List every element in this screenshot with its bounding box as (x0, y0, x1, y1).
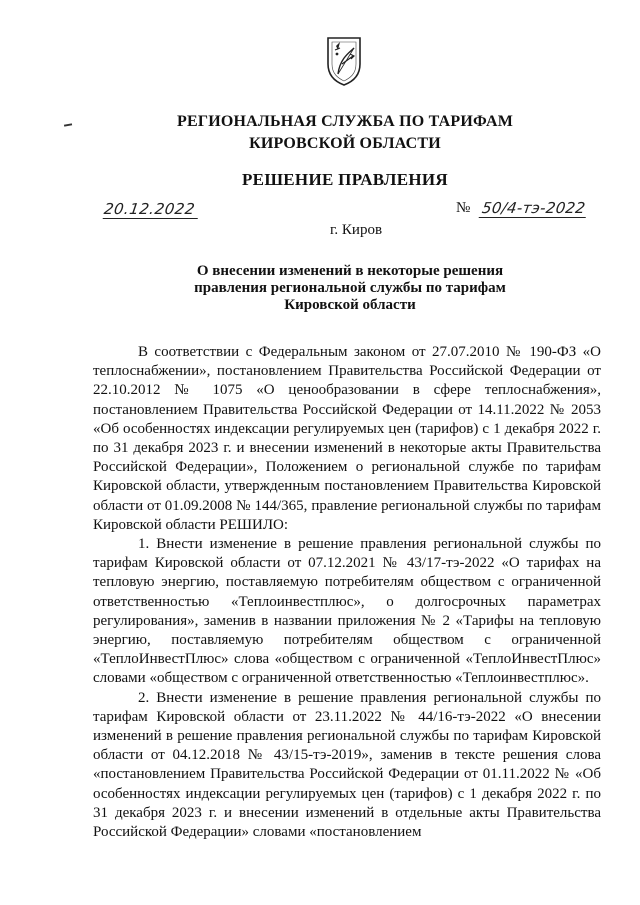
number-label: № (456, 200, 471, 216)
coat-of-arms-icon (324, 34, 364, 86)
document-subject: О внесении изменений в некоторые решения правления региональной службы по тарифам Кировской области (194, 263, 506, 313)
city: г. Киров (329, 222, 383, 238)
org-name-line2: КИРОВСКОЙ ОБЛАСТИ (249, 135, 441, 152)
paragraph-preamble: В соответствии с Федеральным законом от 27.07.2010 № 190-ФЗ «О теплоснабжении», постановлением Правительства Российской Федерации от 22.10.2012 № 1075 «О ценообразовании в сфере теплоснабжения», постановлением Правительства Российской Федерации от 14.11.2022 № 2053 «Об особенностях индексации регулируемых цен (тарифов) с 1 декабря 2022 г. по 31 декабря 2023 г. и внесении изменений в некоторые акты Правительства Российской Федерации», Положением о региональной службе по тарифам Кировской области, утвержденным постановлением Правительства Кировской области от 01.09.2008 № 144/365, правление региональной службы по тарифам Кировской области РЕШИЛО: (93, 344, 601, 533)
paragraph-item-1: 1. Внести изменение в решение правления региональной службы по тарифам Кировской области от 07.12.2021 № 43/17-тэ-2022 «О тарифах на тепловую энергию, поставляемую потребителям обществом с ограниченной ответственностью «Теплоинвестплюс», о долгосрочных параметрах регулирования», заменив в названии приложения № 2 «Тарифы на тепловую энергию, поставляемую потребителям обществом с ограниченной «ТеплоИнвестПлюс» слова «обществом с ограниченной «ТеплоИнвестПлюс» словами «обществом с ограниченной ответственностью «Теплоинвестплюс». (93, 536, 601, 687)
document-body (93, 343, 601, 842)
decision-date: 20.12.2022 (103, 200, 201, 219)
decision-number: 50/4-тэ-2022 (479, 199, 589, 218)
org-name-line1: РЕГИОНАЛЬНАЯ СЛУЖБА ПО ТАРИФАМ (176, 113, 514, 130)
paragraph-item-2: 2. Внести изменение в решение правления региональной службы по тарифам Кировской области от 23.11.2022 № 44/16-тэ-2022 «О внесении изменений в решение правления региональной службы по тарифам Кировской области от 04.12.2018 № 43/15-тэ-2019», заменив в тексте решения слова «постановлением Правительства Российской Федерации от 01.11.2022 № «Об особенностях индексации регулируемых цен (тарифов) с 1 декабря 2022 г. по 31 декабря 2023 г. и внесении изменений в отдельные акты Правительства Российской Федерации» словами «постановлением (93, 689, 601, 841)
document-type: РЕШЕНИЕ ПРАВЛЕНИЯ (242, 170, 448, 189)
